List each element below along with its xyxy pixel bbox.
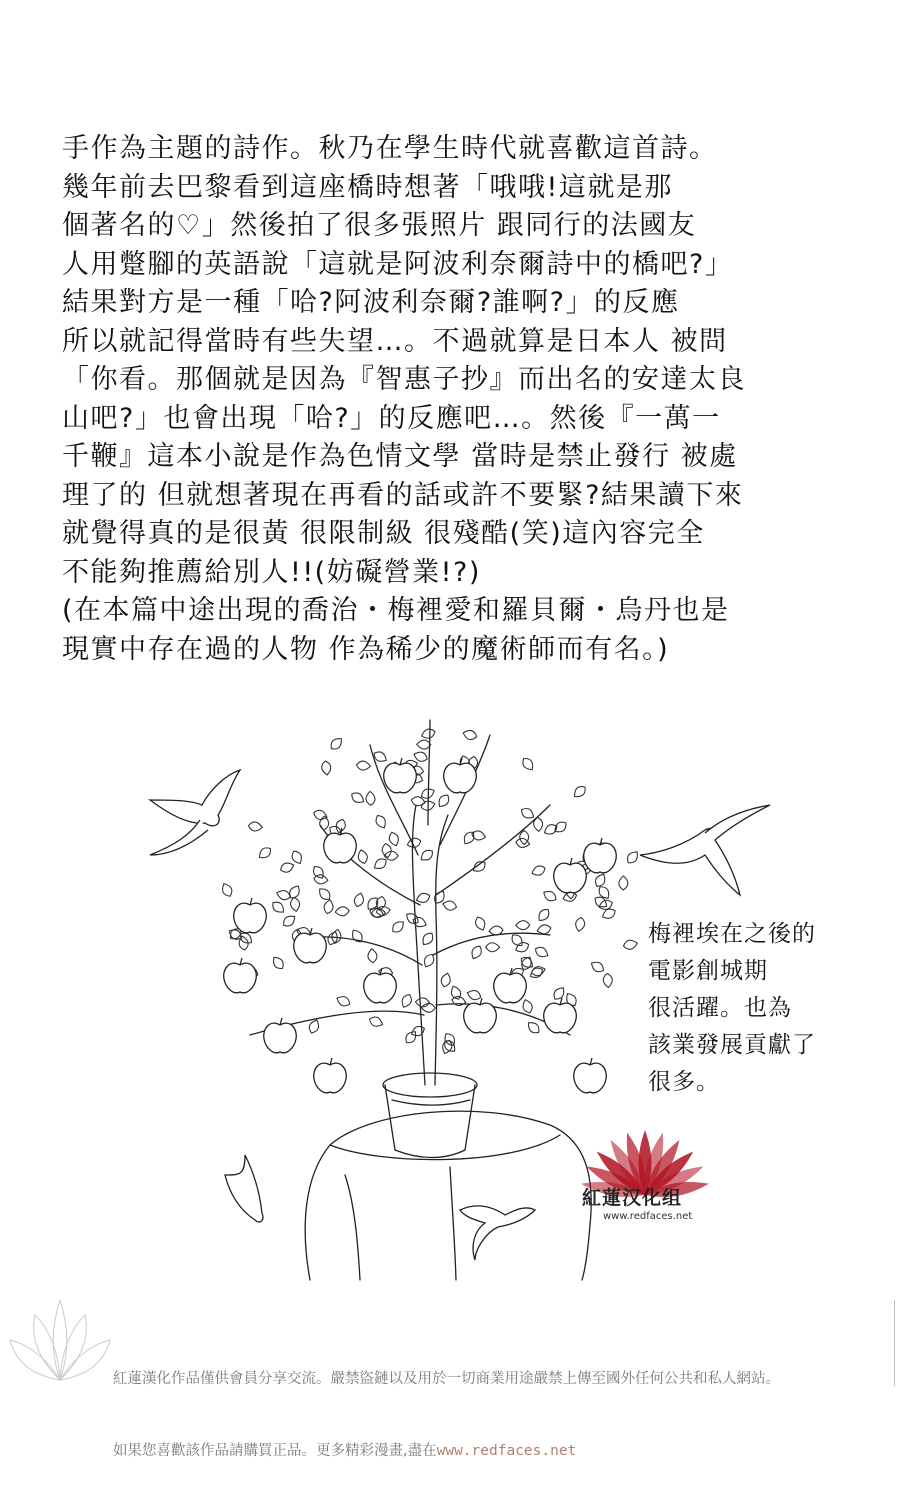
- leaf-icon: [525, 1019, 541, 1035]
- leaf-icon: [323, 899, 335, 914]
- leaf-icon: [356, 761, 371, 771]
- leaf-icon: [400, 993, 414, 1010]
- notes-line: (在本篇中途出現的喬治・梅裡愛和羅貝爾・烏丹也是: [62, 595, 730, 626]
- apple-icon: [264, 1018, 297, 1053]
- leaf-icon: [519, 806, 536, 821]
- footer-disclaimer: [113, 1319, 780, 1487]
- apple-icon: [224, 958, 257, 993]
- group-logo-text: 紅蓮汉化组: [582, 1187, 683, 1209]
- notes-line: 人用蹩腳的英語說「這就是阿波利奈爾詩中的橋吧?」: [62, 248, 734, 280]
- leaf-icon: [530, 864, 546, 878]
- leaf-icon: [276, 889, 292, 902]
- notes-line: 理了的 但就想著現在再看的話或許不要緊?結果讀下來: [62, 479, 744, 511]
- apple-icon: [364, 968, 397, 1003]
- leaf-icon: [619, 876, 628, 890]
- leaf-icon: [519, 955, 536, 971]
- page-frame-edge: [886, 1300, 895, 1386]
- leaf-icon: [625, 849, 641, 866]
- leaf-icon: [390, 919, 406, 935]
- notes-line: 手作為主題的詩作。秋乃在學生時代就喜歡這首詩。: [62, 133, 718, 164]
- leaf-icon: [440, 972, 452, 988]
- leaf-icon: [521, 998, 534, 1014]
- leaf-icon: [279, 861, 295, 874]
- leaf-icon: [270, 899, 286, 915]
- group-logo-url: www.redfaces.net: [603, 1211, 693, 1222]
- leaf-icon: [335, 994, 351, 1008]
- leaf-icon: [220, 882, 234, 899]
- caption-line: 很活躍。也為: [648, 995, 792, 1021]
- leaf-icon: [436, 793, 452, 810]
- notes-line: 不能夠推薦給別人!!(妨礙營業!?): [62, 556, 481, 588]
- leaf-icon: [368, 1015, 384, 1029]
- leaf-icon: [533, 945, 550, 960]
- notes-line: 山吧?」也會出現「哈?」的反應吧…。然後『一萬一: [62, 402, 721, 434]
- leaf-icon: [328, 736, 344, 752]
- leaf-icon: [420, 931, 436, 948]
- apple-icon: [544, 998, 577, 1033]
- notes-line: 就覺得真的是很黃 很限制級 很殘酷(笑)這內容完全: [62, 518, 705, 549]
- leaf-icon: [449, 984, 463, 1000]
- apple-icon: [234, 898, 267, 933]
- notes-line: 「你看。那個就是因為『智惠子抄』而出名的安達太良: [62, 364, 746, 395]
- leaf-icon: [520, 756, 536, 773]
- apple-icon: [554, 858, 587, 893]
- notes-line: 幾年前去巴黎看到這座橋時想著「哦哦!這就是那: [62, 171, 673, 203]
- leaf-icon: [270, 955, 286, 972]
- leaf-icon: [419, 848, 436, 864]
- leaf-icon: [312, 809, 328, 822]
- leaf-icon: [420, 727, 436, 740]
- leaf-icon: [374, 813, 389, 830]
- leaf-icon: [520, 831, 529, 845]
- leaf-icon: [417, 740, 431, 749]
- leaf-icon: [410, 1024, 426, 1038]
- footer-lotus-icon: [0, 1290, 120, 1390]
- caption-line: 該業發展貢獻了: [648, 1032, 816, 1058]
- leaf-icon: [623, 939, 638, 950]
- leaf-icon: [572, 784, 588, 800]
- leaf-icon: [516, 921, 530, 930]
- leaf-icon: [411, 915, 427, 929]
- leaf-icon: [603, 973, 613, 988]
- caption-line: 電影創城期: [648, 958, 768, 984]
- caption-line: 梅裡埃在之後的: [648, 921, 816, 947]
- apple-icon: [494, 968, 527, 1003]
- leaf-icon: [514, 940, 530, 954]
- apple-icon: [464, 998, 497, 1033]
- leaf-icon: [462, 729, 478, 742]
- apple-icon: [584, 838, 617, 873]
- leaf-icon: [406, 837, 422, 850]
- leaf-icon: [415, 892, 431, 905]
- leaf-icon: [466, 988, 482, 1001]
- footer-line-2: [113, 1439, 780, 1463]
- leaf-icon: [357, 849, 369, 865]
- leaf-icon: [473, 915, 487, 931]
- leaf-icon: [551, 985, 567, 1002]
- leaf-icon: [367, 948, 377, 963]
- leaf-icon: [319, 816, 329, 830]
- apple-icon: [444, 758, 477, 793]
- leaf-icon: [281, 913, 298, 929]
- notes-line: 現實中存在過的人物 作為稀少的魔術師而有名。): [62, 633, 670, 665]
- leaf-icon: [469, 944, 484, 961]
- apple-icon: [314, 1058, 347, 1093]
- apple-icon: [384, 758, 417, 793]
- leaf-icon: [388, 831, 401, 847]
- leaf-icon: [471, 859, 488, 874]
- leaf-icon: [290, 849, 304, 866]
- leaf-icon: [574, 917, 585, 932]
- leaf-icon: [326, 930, 340, 946]
- leaf-icon: [248, 821, 263, 832]
- leaf-icon: [290, 897, 301, 912]
- notes-line: 所以就記得當時有些失望…。不過就算是日本人 被問: [62, 325, 728, 357]
- leaf-icon: [404, 911, 421, 927]
- leaf-icon: [349, 790, 366, 805]
- apple-icon: [324, 828, 357, 863]
- leaf-icon: [353, 892, 365, 908]
- leaf-icon: [311, 864, 326, 881]
- apple-icon: [574, 1058, 607, 1093]
- notes-line: 千鞭』這本小說是作為色情文學 當時是禁止發行 被處: [62, 441, 738, 472]
- leaf-icon: [257, 845, 274, 861]
- leaf-icon: [589, 959, 606, 974]
- author-notes: [62, 130, 862, 669]
- side-caption: [648, 916, 878, 1101]
- leaf-icon: [542, 888, 559, 903]
- caption-line: 很多。: [648, 1069, 720, 1095]
- leaf-icon: [442, 899, 458, 911]
- leaf-icon: [486, 943, 500, 952]
- leaf-icon: [536, 907, 552, 924]
- leaf-icon: [335, 906, 350, 916]
- leaf-icon: [321, 760, 332, 775]
- notes-line: 個著名的♡」然後拍了很多張照片 跟同行的法國友: [62, 210, 697, 241]
- leaf-icon: [366, 791, 376, 806]
- leaf-icon: [381, 843, 392, 858]
- footer-line-1: 紅蓮漢化作品僅供會員分享交流。嚴禁盜鏈以及用於一切商業用途嚴禁上傳至國外任何公共和私人網站。: [113, 1371, 780, 1387]
- leaf-icon: [403, 1029, 419, 1046]
- notes-line: 結果對方是一種「哈?阿波利奈爾?誰啊?」的反應: [62, 287, 680, 318]
- footer-line-2-text: 如果您喜歡該作品請購買正品。更多精彩漫畫,盡在: [113, 1443, 437, 1459]
- footer-url-link[interactable]: www.redfaces.net: [436, 1443, 577, 1459]
- leaf-icon: [593, 872, 608, 889]
